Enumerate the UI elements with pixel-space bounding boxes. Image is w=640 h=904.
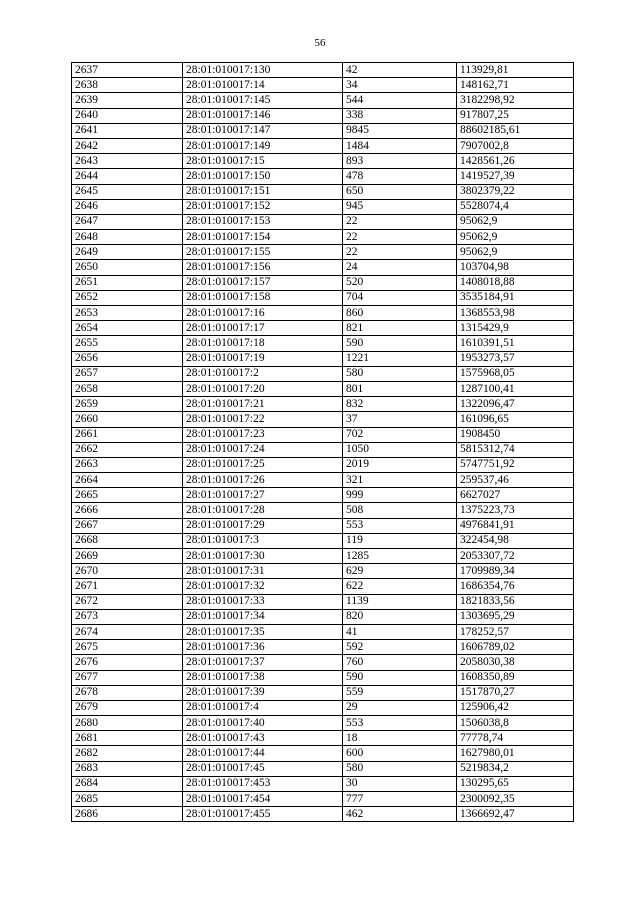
- table-row: [72, 321, 574, 336]
- area-cell: 777: [343, 792, 457, 807]
- cadastral-number-cell: 28:01:010017:35: [183, 624, 343, 639]
- area-cell: 1050: [343, 442, 457, 457]
- area-cell: 821: [343, 321, 457, 336]
- area-cell: 1484: [343, 138, 457, 153]
- cadastral-number-cell: 28:01:010017:20: [183, 381, 343, 396]
- cadastral-number-cell: 28:01:010017:44: [183, 746, 343, 761]
- cadastral-number-cell: 28:01:010017:455: [183, 807, 343, 822]
- cadastral-number-cell: 28:01:010017:152: [183, 199, 343, 214]
- value-cell: 1315429,9: [457, 321, 574, 336]
- table-row: [72, 108, 574, 123]
- value-cell: 6627027: [457, 488, 574, 503]
- cadastral-number-cell: 28:01:010017:158: [183, 290, 343, 305]
- area-cell: 999: [343, 488, 457, 503]
- value-cell: 113929,81: [457, 63, 574, 78]
- table-row: [72, 351, 574, 366]
- cadastral-number-cell: 28:01:010017:150: [183, 169, 343, 184]
- row-number-cell: 2645: [72, 184, 183, 199]
- table-row: [72, 260, 574, 275]
- cadastral-number-cell: 28:01:010017:43: [183, 731, 343, 746]
- row-number-cell: 2673: [72, 609, 183, 624]
- area-cell: 553: [343, 716, 457, 731]
- value-cell: 5747751,92: [457, 457, 574, 472]
- area-cell: 592: [343, 640, 457, 655]
- table-row: [72, 685, 574, 700]
- row-number-cell: 2678: [72, 685, 183, 700]
- cadastral-number-cell: 28:01:010017:153: [183, 214, 343, 229]
- table-row: [72, 336, 574, 351]
- area-cell: 2019: [343, 457, 457, 472]
- value-cell: 5219834,2: [457, 761, 574, 776]
- cadastral-number-cell: 28:01:010017:154: [183, 230, 343, 245]
- row-number-cell: 2685: [72, 792, 183, 807]
- row-number-cell: 2681: [72, 731, 183, 746]
- cadastral-number-cell: 28:01:010017:155: [183, 245, 343, 260]
- row-number-cell: 2682: [72, 746, 183, 761]
- cadastral-number-cell: 28:01:010017:145: [183, 93, 343, 108]
- cadastral-number-cell: 28:01:010017:151: [183, 184, 343, 199]
- table-row: [72, 624, 574, 639]
- row-number-cell: 2653: [72, 306, 183, 321]
- area-cell: 9845: [343, 123, 457, 138]
- value-cell: 1517870,27: [457, 685, 574, 700]
- table-row: [72, 457, 574, 472]
- area-cell: 801: [343, 381, 457, 396]
- cadastral-number-cell: 28:01:010017:2: [183, 366, 343, 381]
- cadastral-number-cell: 28:01:010017:37: [183, 655, 343, 670]
- table-row: [72, 78, 574, 93]
- cadastral-number-cell: 28:01:010017:36: [183, 640, 343, 655]
- row-number-cell: 2677: [72, 670, 183, 685]
- row-number-cell: 2675: [72, 640, 183, 655]
- cadastral-number-cell: 28:01:010017:146: [183, 108, 343, 123]
- area-cell: 544: [343, 93, 457, 108]
- table-row: [72, 776, 574, 791]
- table-row: [72, 412, 574, 427]
- area-cell: 704: [343, 290, 457, 305]
- cadastral-number-cell: 28:01:010017:19: [183, 351, 343, 366]
- row-number-cell: 2664: [72, 473, 183, 488]
- cadastral-number-cell: 28:01:010017:454: [183, 792, 343, 807]
- cadastral-number-cell: 28:01:010017:33: [183, 594, 343, 609]
- row-number-cell: 2651: [72, 275, 183, 290]
- area-cell: 629: [343, 564, 457, 579]
- value-cell: 103704,98: [457, 260, 574, 275]
- row-number-cell: 2670: [72, 564, 183, 579]
- row-number-cell: 2683: [72, 761, 183, 776]
- value-cell: 1709989,34: [457, 564, 574, 579]
- value-cell: 259537,46: [457, 473, 574, 488]
- table-row: [72, 716, 574, 731]
- row-number-cell: 2646: [72, 199, 183, 214]
- value-cell: 1408018,88: [457, 275, 574, 290]
- value-cell: 1366692,47: [457, 807, 574, 822]
- value-cell: 7907002,8: [457, 138, 574, 153]
- cadastral-number-cell: 28:01:010017:149: [183, 138, 343, 153]
- area-cell: 820: [343, 609, 457, 624]
- value-cell: 2058030,38: [457, 655, 574, 670]
- area-cell: 553: [343, 518, 457, 533]
- cadastral-number-cell: 28:01:010017:156: [183, 260, 343, 275]
- row-number-cell: 2665: [72, 488, 183, 503]
- table-row: [72, 138, 574, 153]
- table-row: [72, 397, 574, 412]
- value-cell: 1953273,57: [457, 351, 574, 366]
- area-cell: 650: [343, 184, 457, 199]
- area-cell: 478: [343, 169, 457, 184]
- value-cell: 1575968,05: [457, 366, 574, 381]
- table-row: [72, 154, 574, 169]
- row-number-cell: 2661: [72, 427, 183, 442]
- value-cell: 178252,57: [457, 624, 574, 639]
- row-number-cell: 2662: [72, 442, 183, 457]
- cadastral-number-cell: 28:01:010017:38: [183, 670, 343, 685]
- area-cell: 338: [343, 108, 457, 123]
- area-cell: 508: [343, 503, 457, 518]
- table-row: [72, 609, 574, 624]
- area-cell: 37: [343, 412, 457, 427]
- table-row: [72, 640, 574, 655]
- cadastral-number-cell: 28:01:010017:39: [183, 685, 343, 700]
- row-number-cell: 2639: [72, 93, 183, 108]
- value-cell: 1375223,73: [457, 503, 574, 518]
- value-cell: 5815312,74: [457, 442, 574, 457]
- cadastral-number-cell: 28:01:010017:15: [183, 154, 343, 169]
- table-row: [72, 473, 574, 488]
- cadastral-number-cell: 28:01:010017:32: [183, 579, 343, 594]
- table-row: [72, 700, 574, 715]
- value-cell: 4976841,91: [457, 518, 574, 533]
- area-cell: 1221: [343, 351, 457, 366]
- cadastral-number-cell: 28:01:010017:24: [183, 442, 343, 457]
- table-row: [72, 761, 574, 776]
- row-number-cell: 2659: [72, 397, 183, 412]
- value-cell: 95062,9: [457, 230, 574, 245]
- table-row: [72, 63, 574, 78]
- cadastral-number-cell: 28:01:010017:4: [183, 700, 343, 715]
- value-cell: 2053307,72: [457, 549, 574, 564]
- value-cell: 322454,98: [457, 533, 574, 548]
- area-cell: 559: [343, 685, 457, 700]
- value-cell: 1428561,26: [457, 154, 574, 169]
- area-cell: 893: [343, 154, 457, 169]
- cadastral-number-cell: 28:01:010017:453: [183, 776, 343, 791]
- table-row: [72, 807, 574, 822]
- value-cell: 1506038,8: [457, 716, 574, 731]
- table-row: [72, 366, 574, 381]
- area-cell: 22: [343, 245, 457, 260]
- cadastral-number-cell: 28:01:010017:130: [183, 63, 343, 78]
- cadastral-number-cell: 28:01:010017:28: [183, 503, 343, 518]
- table-row: [72, 549, 574, 564]
- row-number-cell: 2663: [72, 457, 183, 472]
- value-cell: 917807,25: [457, 108, 574, 123]
- table-row: [72, 655, 574, 670]
- value-cell: 161096,65: [457, 412, 574, 427]
- row-number-cell: 2676: [72, 655, 183, 670]
- area-cell: 760: [343, 655, 457, 670]
- row-number-cell: 2652: [72, 290, 183, 305]
- area-cell: 622: [343, 579, 457, 594]
- row-number-cell: 2674: [72, 624, 183, 639]
- table-row: [72, 792, 574, 807]
- area-cell: 832: [343, 397, 457, 412]
- row-number-cell: 2649: [72, 245, 183, 260]
- row-number-cell: 2657: [72, 366, 183, 381]
- row-number-cell: 2655: [72, 336, 183, 351]
- row-number-cell: 2640: [72, 108, 183, 123]
- table-row: [72, 230, 574, 245]
- cadastral-number-cell: 28:01:010017:40: [183, 716, 343, 731]
- value-cell: 3802379,22: [457, 184, 574, 199]
- value-cell: 5528074,4: [457, 199, 574, 214]
- cadastral-number-cell: 28:01:010017:30: [183, 549, 343, 564]
- cadastral-number-cell: 28:01:010017:14: [183, 78, 343, 93]
- row-number-cell: 2680: [72, 716, 183, 731]
- row-number-cell: 2648: [72, 230, 183, 245]
- area-cell: 24: [343, 260, 457, 275]
- area-cell: 702: [343, 427, 457, 442]
- area-cell: 590: [343, 336, 457, 351]
- area-cell: 18: [343, 731, 457, 746]
- row-number-cell: 2642: [72, 138, 183, 153]
- value-cell: 3535184,91: [457, 290, 574, 305]
- row-number-cell: 2667: [72, 518, 183, 533]
- value-cell: 88602185,61: [457, 123, 574, 138]
- table-row: [72, 275, 574, 290]
- row-number-cell: 2672: [72, 594, 183, 609]
- table-row: [72, 123, 574, 138]
- cadastral-number-cell: 28:01:010017:25: [183, 457, 343, 472]
- table-row: [72, 381, 574, 396]
- value-cell: 148162,71: [457, 78, 574, 93]
- row-number-cell: 2656: [72, 351, 183, 366]
- table-row: [72, 533, 574, 548]
- value-cell: 3182298,92: [457, 93, 574, 108]
- area-cell: 30: [343, 776, 457, 791]
- table-row: [72, 245, 574, 260]
- table-row: [72, 169, 574, 184]
- value-cell: 1606789,02: [457, 640, 574, 655]
- table-row: [72, 731, 574, 746]
- value-cell: 95062,9: [457, 214, 574, 229]
- area-cell: 22: [343, 214, 457, 229]
- value-cell: 130295,65: [457, 776, 574, 791]
- cadastral-number-cell: 28:01:010017:3: [183, 533, 343, 548]
- row-number-cell: 2671: [72, 579, 183, 594]
- row-number-cell: 2643: [72, 154, 183, 169]
- area-cell: 462: [343, 807, 457, 822]
- table-row: [72, 518, 574, 533]
- table-row: [72, 594, 574, 609]
- value-cell: 1908450: [457, 427, 574, 442]
- area-cell: 520: [343, 275, 457, 290]
- cadastral-number-cell: 28:01:010017:18: [183, 336, 343, 351]
- area-cell: 580: [343, 761, 457, 776]
- area-cell: 600: [343, 746, 457, 761]
- row-number-cell: 2658: [72, 381, 183, 396]
- value-cell: 1686354,76: [457, 579, 574, 594]
- table-row: [72, 184, 574, 199]
- area-cell: 590: [343, 670, 457, 685]
- page-number: 56: [314, 37, 326, 49]
- table-row: [72, 579, 574, 594]
- row-number-cell: 2637: [72, 63, 183, 78]
- cadastral-number-cell: 28:01:010017:157: [183, 275, 343, 290]
- value-cell: 1287100,41: [457, 381, 574, 396]
- row-number-cell: 2666: [72, 503, 183, 518]
- row-number-cell: 2660: [72, 412, 183, 427]
- table-row: [72, 503, 574, 518]
- cadastral-table: [71, 62, 574, 822]
- cadastral-number-cell: 28:01:010017:27: [183, 488, 343, 503]
- value-cell: 77778,74: [457, 731, 574, 746]
- row-number-cell: 2668: [72, 533, 183, 548]
- table-row: [72, 214, 574, 229]
- area-cell: 580: [343, 366, 457, 381]
- cadastral-number-cell: 28:01:010017:29: [183, 518, 343, 533]
- value-cell: 1419527,39: [457, 169, 574, 184]
- row-number-cell: 2686: [72, 807, 183, 822]
- area-cell: 860: [343, 306, 457, 321]
- table-row: [72, 564, 574, 579]
- row-number-cell: 2654: [72, 321, 183, 336]
- cadastral-number-cell: 28:01:010017:21: [183, 397, 343, 412]
- area-cell: 119: [343, 533, 457, 548]
- row-number-cell: 2647: [72, 214, 183, 229]
- table-row: [72, 290, 574, 305]
- cadastral-number-cell: 28:01:010017:147: [183, 123, 343, 138]
- area-cell: 1285: [343, 549, 457, 564]
- value-cell: 1821833,56: [457, 594, 574, 609]
- area-cell: 22: [343, 230, 457, 245]
- table-row: [72, 746, 574, 761]
- value-cell: 125906,42: [457, 700, 574, 715]
- cadastral-number-cell: 28:01:010017:23: [183, 427, 343, 442]
- row-number-cell: 2679: [72, 700, 183, 715]
- row-number-cell: 2669: [72, 549, 183, 564]
- area-cell: 42: [343, 63, 457, 78]
- cadastral-number-cell: 28:01:010017:17: [183, 321, 343, 336]
- row-number-cell: 2684: [72, 776, 183, 791]
- area-cell: 945: [343, 199, 457, 214]
- cadastral-number-cell: 28:01:010017:45: [183, 761, 343, 776]
- table-body: [72, 63, 574, 822]
- area-cell: 1139: [343, 594, 457, 609]
- area-cell: 321: [343, 473, 457, 488]
- table-row: [72, 442, 574, 457]
- row-number-cell: 2638: [72, 78, 183, 93]
- value-cell: 1322096,47: [457, 397, 574, 412]
- table-row: [72, 670, 574, 685]
- row-number-cell: 2641: [72, 123, 183, 138]
- row-number-cell: 2644: [72, 169, 183, 184]
- cadastral-number-cell: 28:01:010017:34: [183, 609, 343, 624]
- table-row: [72, 306, 574, 321]
- table-row: [72, 427, 574, 442]
- value-cell: 1627980,01: [457, 746, 574, 761]
- row-number-cell: 2650: [72, 260, 183, 275]
- value-cell: 95062,9: [457, 245, 574, 260]
- area-cell: 29: [343, 700, 457, 715]
- value-cell: 1608350,89: [457, 670, 574, 685]
- value-cell: 1303695,29: [457, 609, 574, 624]
- cadastral-number-cell: 28:01:010017:31: [183, 564, 343, 579]
- cadastral-number-cell: 28:01:010017:26: [183, 473, 343, 488]
- value-cell: 1368553,98: [457, 306, 574, 321]
- area-cell: 34: [343, 78, 457, 93]
- area-cell: 41: [343, 624, 457, 639]
- cadastral-number-cell: 28:01:010017:22: [183, 412, 343, 427]
- value-cell: 2300092,35: [457, 792, 574, 807]
- table-row: [72, 93, 574, 108]
- table-row: [72, 488, 574, 503]
- cadastral-number-cell: 28:01:010017:16: [183, 306, 343, 321]
- value-cell: 1610391,51: [457, 336, 574, 351]
- table-row: [72, 199, 574, 214]
